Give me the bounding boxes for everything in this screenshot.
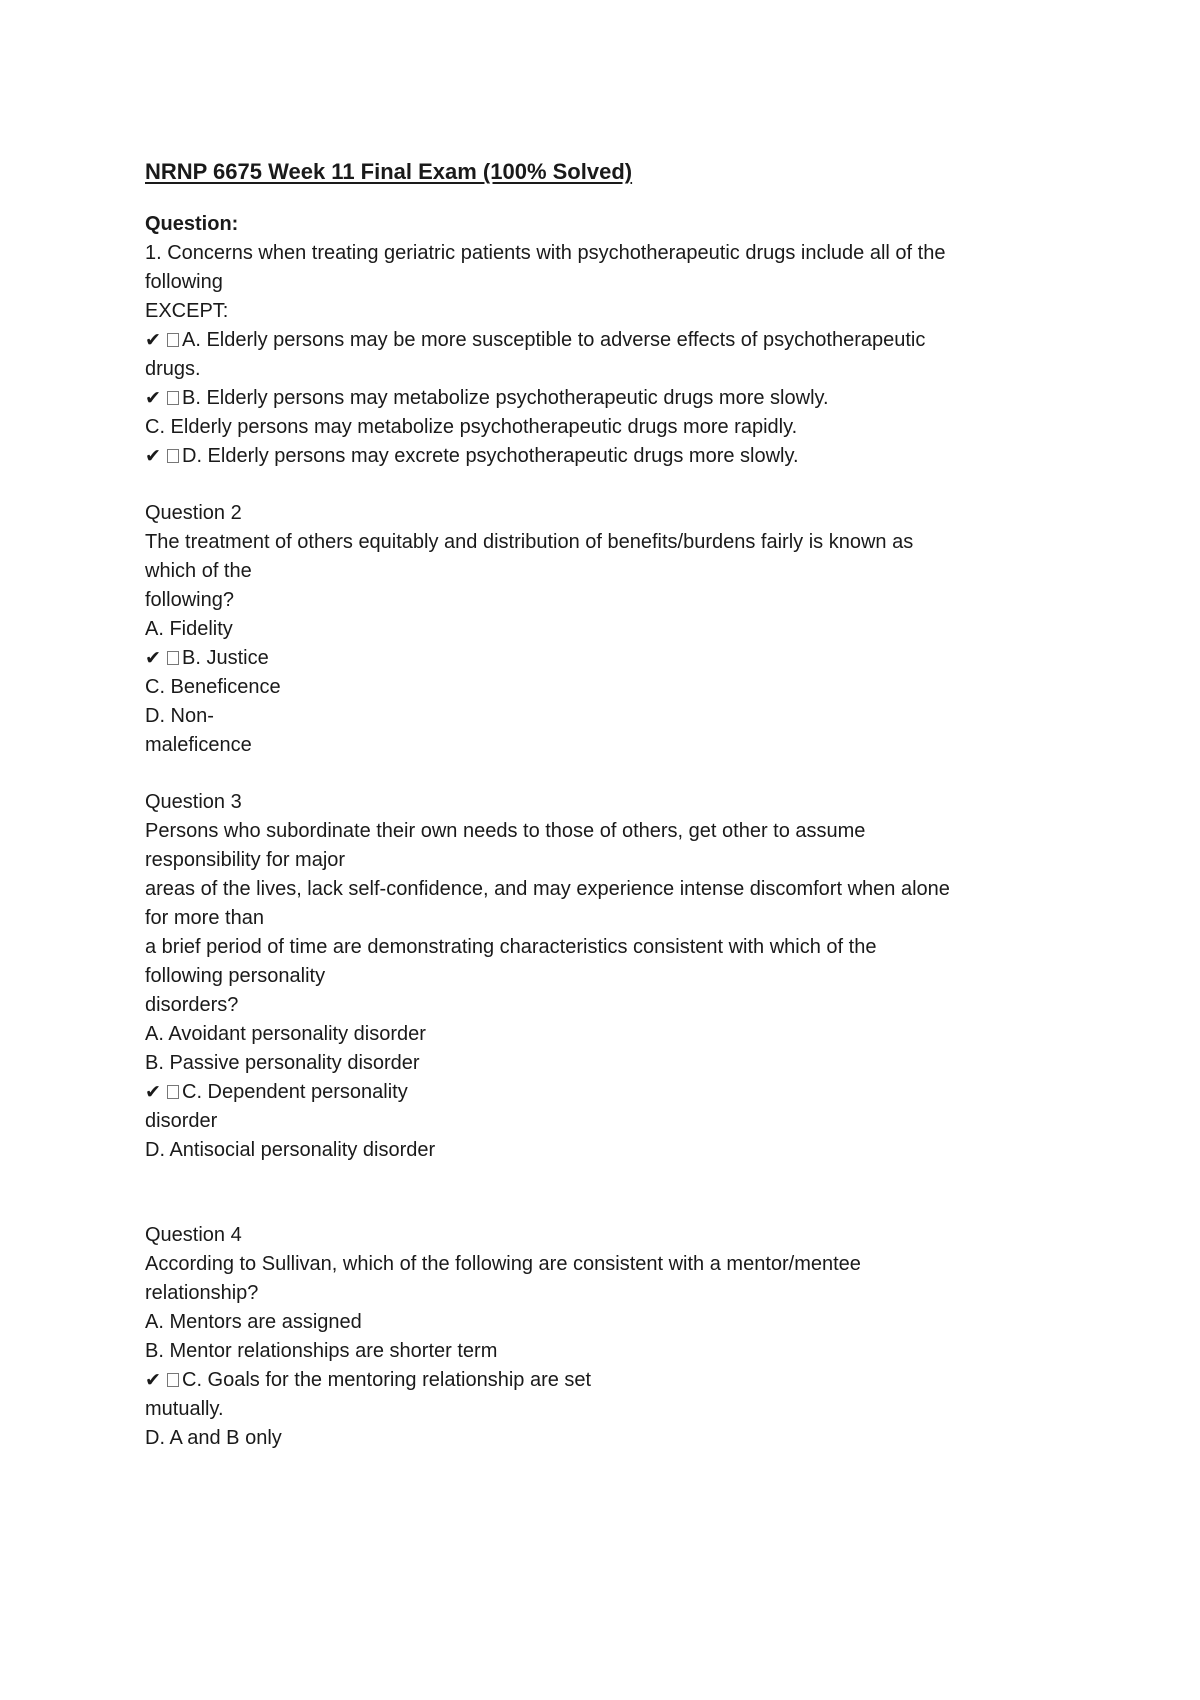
answer-option-line [145, 413, 1055, 442]
missing-glyph-box-icon [167, 1373, 179, 1387]
answer-option-text: B. Elderly persons may metabolize psychotherapeutic drugs more slowly. [182, 387, 829, 409]
answer-option-line [145, 1107, 1055, 1136]
answer-option-text: A. Avoidant personality disorder [145, 1023, 426, 1045]
question-list [145, 210, 1055, 1453]
answer-option [145, 1308, 1055, 1337]
answer-option-line [145, 326, 1055, 355]
answer-option-text: B. Mentor relationships are shorter term [145, 1340, 498, 1362]
answer-option [145, 1020, 1055, 1049]
question-block [145, 1221, 1055, 1453]
answer-option-correct [145, 1078, 1055, 1136]
answer-option-line [145, 702, 1055, 731]
answer-option-text: maleficence [145, 734, 252, 756]
answer-option-correct [145, 384, 1055, 413]
answer-option [145, 673, 1055, 702]
answer-option-text: A. Elderly persons may be more susceptible to adverse effects of psychotherapeutic [182, 329, 926, 351]
question-stem-line: EXCEPT: [145, 300, 229, 322]
answer-option-correct [145, 1366, 1055, 1424]
question-stem-line: According to Sullivan, which of the following are consistent with a mentor/mentee [145, 1253, 861, 1275]
answer-option-text: C. Elderly persons may metabolize psychotherapeutic drugs more rapidly. [145, 416, 798, 438]
checkmark-icon: ✔ [145, 647, 161, 669]
answer-option-line [145, 1308, 1055, 1337]
answer-option-line [145, 1366, 1055, 1395]
answer-option-correct [145, 442, 1055, 471]
answer-option-text: disorder [145, 1110, 218, 1132]
answer-option-correct [145, 326, 1055, 384]
question-label: Question: [145, 213, 239, 235]
answer-option-line [145, 731, 1055, 760]
missing-glyph-box-icon [167, 333, 179, 347]
question-label: Question 3 [145, 791, 242, 813]
question-stem-line: following? [145, 589, 234, 611]
answer-option-text: C. Dependent personality [182, 1081, 408, 1103]
answer-option [145, 413, 1055, 442]
answer-option-text: A. Mentors are assigned [145, 1311, 362, 1333]
answer-option-text: D. A and B only [145, 1427, 282, 1449]
checkmark-icon: ✔ [145, 1369, 161, 1391]
answer-option-line [145, 1049, 1055, 1078]
question-block [145, 210, 1055, 471]
question-stem-line: Persons who subordinate their own needs to those of others, get other to assume [145, 820, 866, 842]
answer-option-line [145, 1395, 1055, 1424]
answer-option-line [145, 1424, 1055, 1453]
answer-option-text: A. Fidelity [145, 618, 233, 640]
answer-option-text: C. Beneficence [145, 676, 281, 698]
missing-glyph-box-icon [167, 391, 179, 405]
question-stem-line: a brief period of time are demonstrating characteristics consistent with which of the [145, 936, 877, 958]
answer-option [145, 1337, 1055, 1366]
missing-glyph-box-icon [167, 449, 179, 463]
checkmark-icon: ✔ [145, 1081, 161, 1103]
answer-option [145, 1424, 1055, 1453]
question-stem-line: following personality [145, 965, 326, 987]
exam-page [145, 158, 1055, 1481]
answer-option-text: mutually. [145, 1398, 224, 1420]
answer-option-line [145, 442, 1055, 471]
answer-option-text: D. Non- [145, 705, 214, 727]
answer-option-text: drugs. [145, 358, 201, 380]
answer-option-line [145, 673, 1055, 702]
question-stem-line: The treatment of others equitably and distribution of benefits/burdens fairly is known as [145, 531, 914, 553]
answer-option-correct [145, 644, 1055, 673]
question-stem-line: areas of the lives, lack self-confidence, and may experience intense discomfort when alone [145, 878, 950, 900]
question-block [145, 499, 1055, 760]
answer-option-line [145, 615, 1055, 644]
answer-option-line [145, 1020, 1055, 1049]
answer-option [145, 615, 1055, 644]
question-stem-line: 1. Concerns when treating geriatric patients with psychotherapeutic drugs include all of the [145, 242, 946, 264]
checkmark-icon: ✔ [145, 329, 161, 351]
answer-option-line [145, 1078, 1055, 1107]
question-block [145, 788, 1055, 1165]
question-stem-line: responsibility for major [145, 849, 346, 871]
question-stem-line: relationship? [145, 1282, 259, 1304]
question-label: Question 4 [145, 1224, 242, 1246]
answer-option-text: B. Passive personality disorder [145, 1052, 420, 1074]
answer-option-text: D. Elderly persons may excrete psychotherapeutic drugs more slowly. [182, 445, 799, 467]
question-stem-line: following [145, 271, 223, 293]
answer-option-line [145, 1337, 1055, 1366]
question-stem-line: disorders? [145, 994, 239, 1016]
checkmark-icon: ✔ [145, 387, 161, 409]
missing-glyph-box-icon [167, 1085, 179, 1099]
checkmark-icon: ✔ [145, 445, 161, 467]
answer-option-line [145, 355, 1055, 384]
question-label: Question 2 [145, 502, 242, 524]
question-stem-line: which of the [145, 560, 252, 582]
document-title: NRNP 6675 Week 11 Final Exam (100% Solved) [145, 159, 633, 184]
answer-option [145, 1049, 1055, 1078]
answer-option-text: C. Goals for the mentoring relationship are set [182, 1369, 592, 1391]
question-stem-line: for more than [145, 907, 264, 929]
answer-option-line [145, 1136, 1055, 1165]
missing-glyph-box-icon [167, 651, 179, 665]
answer-option-text: D. Antisocial personality disorder [145, 1139, 436, 1161]
answer-option-line [145, 384, 1055, 413]
answer-option [145, 1136, 1055, 1165]
answer-option-line [145, 644, 1055, 673]
answer-option-text: B. Justice [182, 647, 269, 669]
answer-option [145, 702, 1055, 760]
